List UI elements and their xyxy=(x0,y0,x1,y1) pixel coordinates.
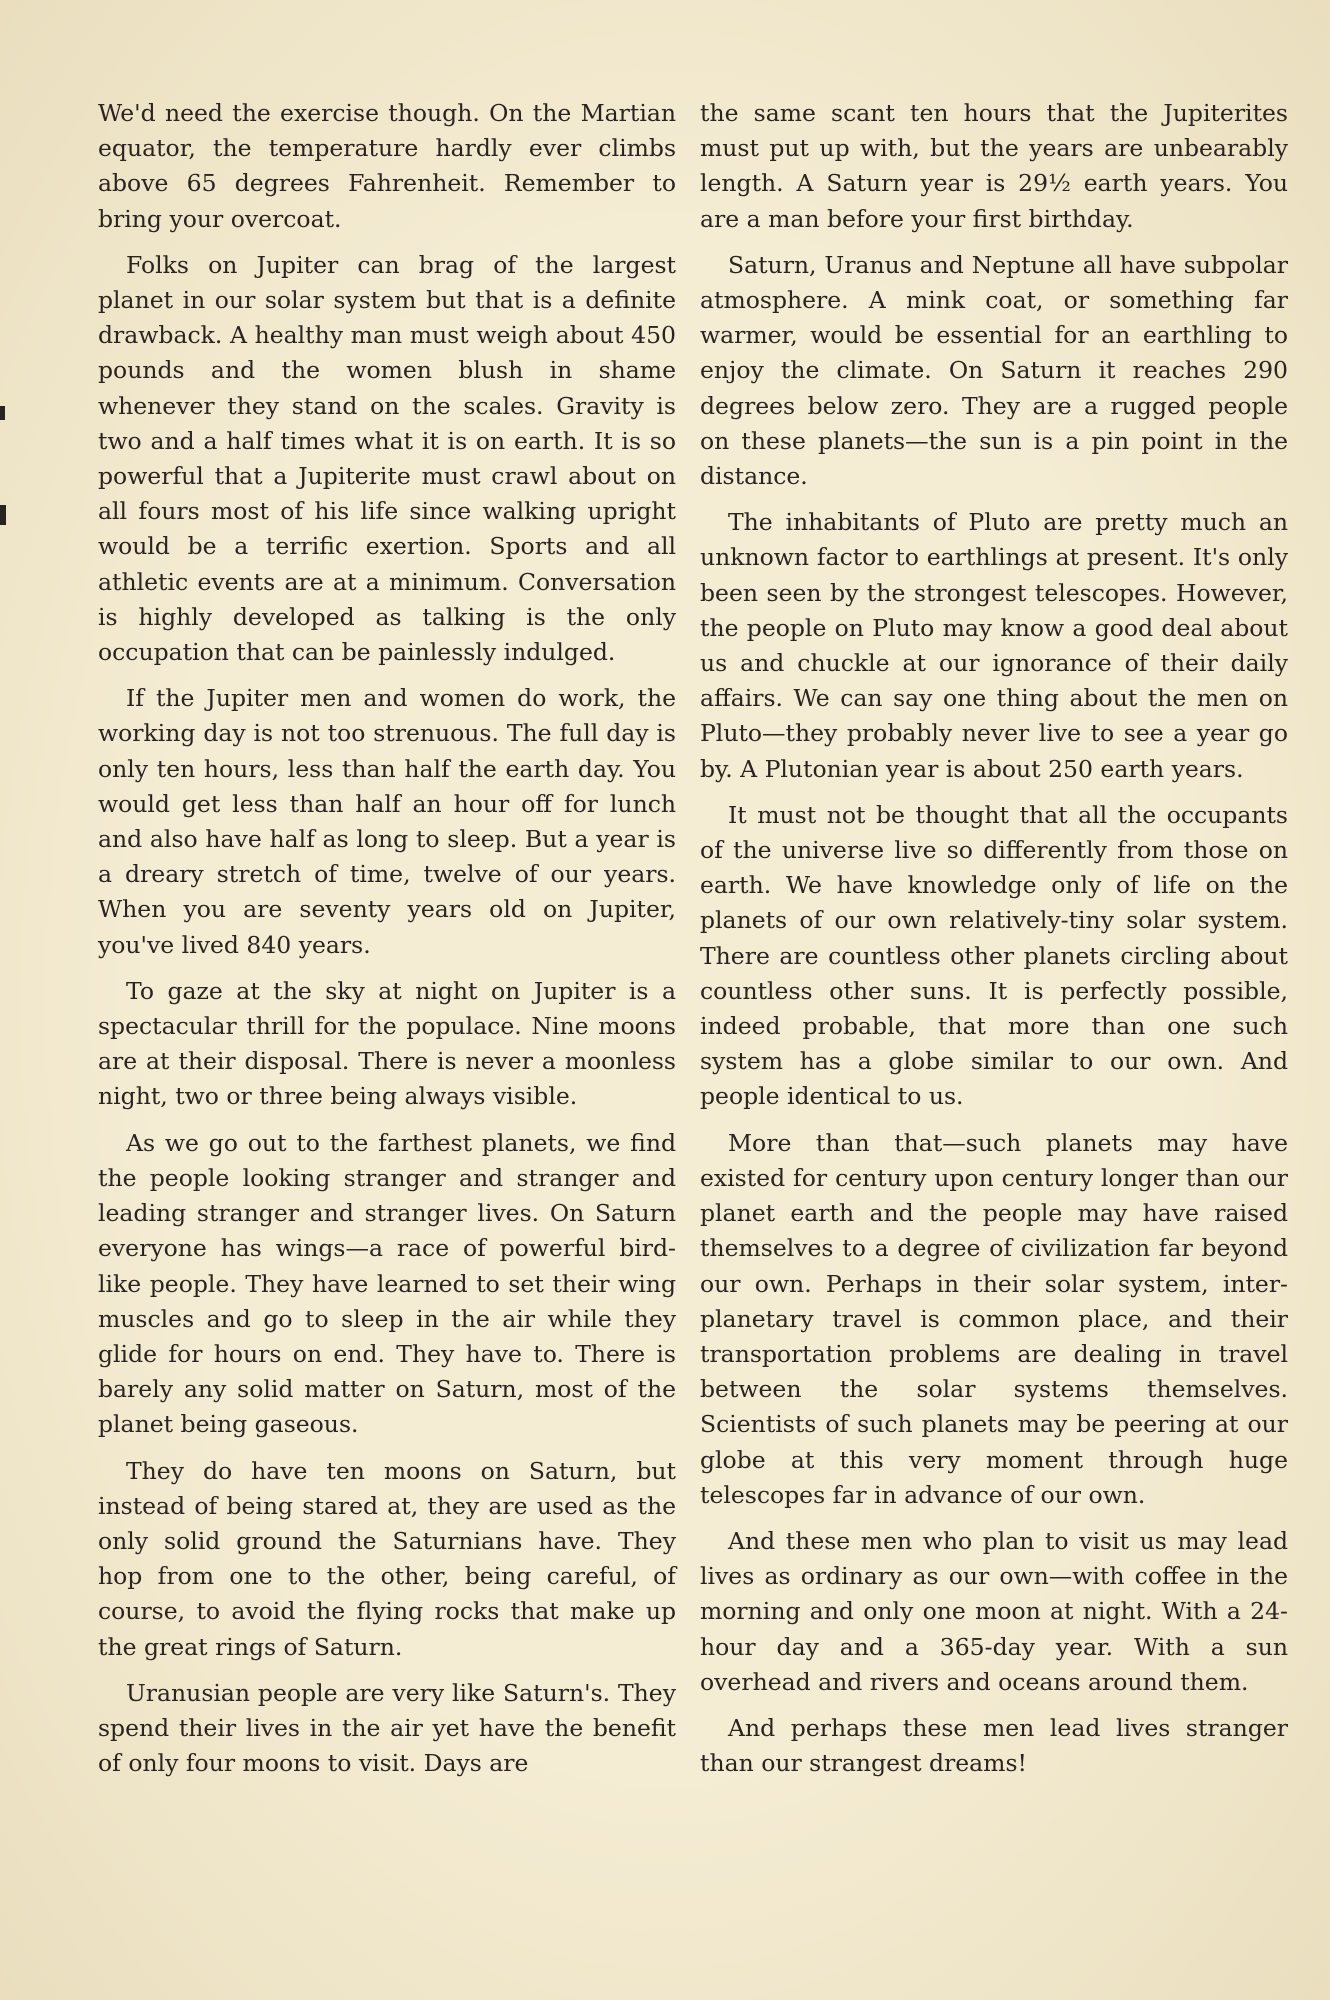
paragraph: To gaze at the sky at night on Jupiter is a spectacular thrill for the populace. Nine moons are at their disposal. There is never a moonless night, two or three being always visible. xyxy=(98,976,676,1111)
paragraph: And these men who plan to visit us may lead lives as ordinary as our own—with coffee in the morning and only one moon at night. With a 24-hour day and a 365-day year. With a sun overhead and rivers and oceans around them. xyxy=(700,1526,1288,1696)
paragraph: If the Jupiter men and women do work, the working day is not too strenuous. The full day is only ten hours, less than half the earth day. You would get less than half an hour off for lunch and also have half as long to sleep. But a year is a dreary stretch of time, twelve of our years. When you are seventy years old on Jupiter, you've lived 840 years. xyxy=(98,684,676,959)
paragraph: We'd need the exercise though. On the Martian equator, the temperature hardly ever climbs above 65 degrees Fahrenheit. Remember to bring your overcoat. xyxy=(98,99,676,233)
paragraph: Saturn, Uranus and Neptune all have subpolar atmosphere. A mink coat, or something far warmer, would be essential for an earthling to enjoy the climate. On Saturn it reaches 290 degrees below zero. They are a rugged people on these planets—the sun is a pin point in the distance. xyxy=(700,250,1288,491)
paragraph: As we go out to the farthest planets, we find the people looking stranger and stranger and leading stranger and stranger lives. On Saturn everyone has wings—a race of powerful bird-like people. They have learned to set their wing muscles and go to sleep in the air while they glide for hours on end. They have to. There is barely any solid matter on Saturn, most of the planet being gaseous. xyxy=(98,1128,676,1439)
paragraph: And perhaps these men lead lives stranger than our strangest dreams! xyxy=(700,1713,1288,1778)
paragraph: More than that—such planets may have existed for century upon century longer than our planet earth and the people may have raised themselves to a degree of civilization far beyond our own. Perhaps in their solar system, inter-planetary travel is common place, and their transportation problems are dealing in travel between the solar systems themselves. Scientists of such planets may be peering at our globe at this very moment through huge telescopes far in advance of our own. xyxy=(700,1128,1288,1509)
edge-mark xyxy=(0,406,5,420)
right-column xyxy=(700,96,1288,1792)
paragraph: Folks on Jupiter can brag of the largest planet in our solar system but that is a definite drawback. A healthy man must weigh about 450 pounds and the women blush in shame whenever they stand on the scales. Gravity is two and a half times what it is on earth. It is so powerful that a Jupiterite must crawl about on all fours most of his life since walking upright would be a terrific exertion. Sports and all athletic events are at a minimum. Conversation is highly developed as talking is the only occupation that can be painlessly indulged. xyxy=(98,250,676,667)
paragraph: They do have ten moons on Saturn, but instead of being stared at, they are used as the only solid ground the Saturnians have. They hop from one to the other, being careful, of course, to avoid the flying rocks that make up the great rings of Saturn. xyxy=(98,1456,676,1661)
paragraph: It must not be thought that all the occupants of the universe live so differently from those on earth. We have knowledge only of life on the planets of our own relatively-tiny solar system. There are countless other planets circling about countless other suns. It is perfectly possible, indeed probable, that more than one such system has a globe similar to our own. And people identical to us. xyxy=(700,800,1288,1111)
edge-mark xyxy=(0,505,6,525)
left-column xyxy=(98,96,676,1792)
paragraph: Uranusian people are very like Saturn's. They spend their lives in the air yet have the benefit of only four moons to visit. Days are xyxy=(98,1678,676,1778)
paragraph: The inhabitants of Pluto are pretty much an unknown factor to earthlings at present. It's only been seen by the strongest telescopes. However, the people on Pluto may know a good deal about us and chuckle at our ignorance of their daily affairs. We can say one thing about the men on Pluto—they probably never live to see a year go by. A Plutonian year is about 250 earth years. xyxy=(700,508,1288,783)
paragraph: the same scant ten hours that the Jupiterites must put up with, but the years are unbearably length. A Saturn year is 29½ earth years. You are a man before your first birthday. xyxy=(700,99,1288,233)
